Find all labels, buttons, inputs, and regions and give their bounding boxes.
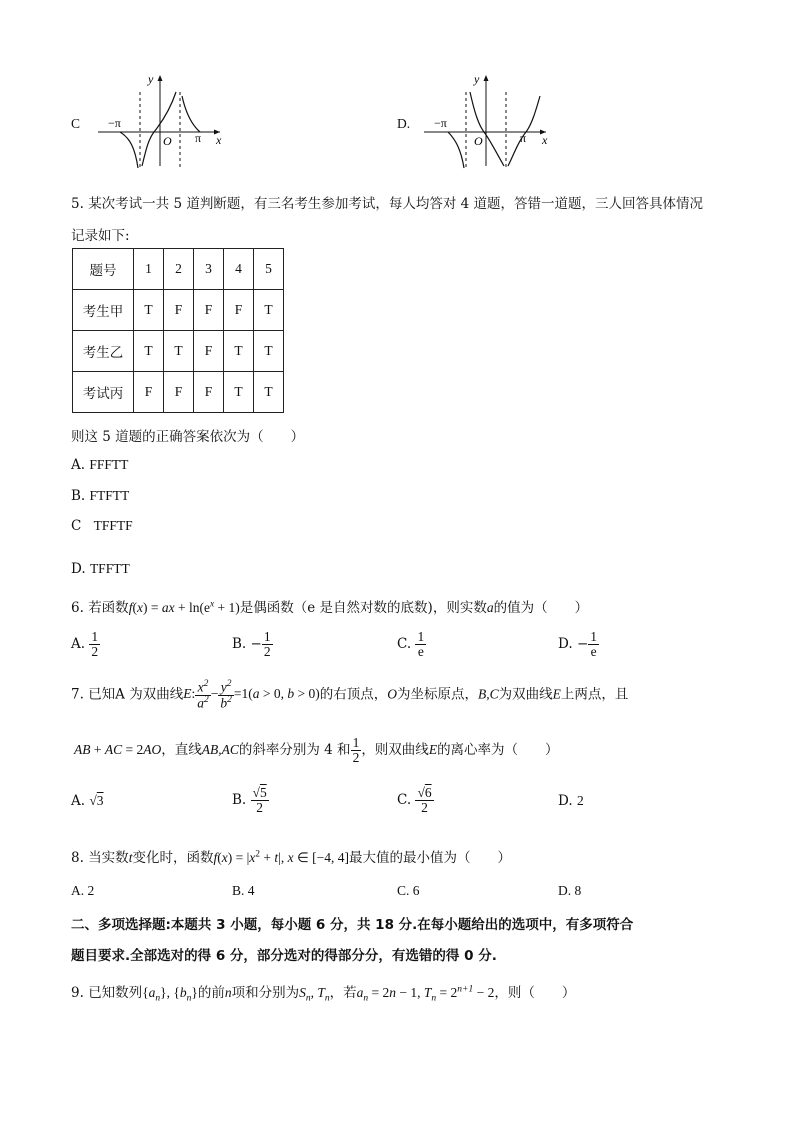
- table-cell: 题号: [73, 249, 134, 290]
- q7-line2-mid: ，直线: [161, 742, 202, 759]
- table-cell: T: [134, 290, 164, 331]
- denominator: e: [417, 644, 424, 660]
- q7-option-b: [232, 786, 269, 815]
- answer-table: [72, 248, 284, 413]
- pi-label: π: [195, 131, 202, 145]
- table-cell: 考生甲: [73, 290, 134, 331]
- option-label: D.: [558, 636, 573, 653]
- q9-mid2: 项和分别为: [231, 985, 300, 1001]
- table-cell: F: [164, 290, 194, 331]
- q7-var-e2: E: [428, 742, 438, 758]
- table-cell: 2: [164, 249, 194, 290]
- q7-var-e: E: [552, 686, 561, 702]
- q5-option-a: [71, 457, 128, 473]
- option-label: D.: [558, 793, 573, 809]
- q6-post: 的值为（ ）: [493, 600, 589, 616]
- q7-hyperbola-formula: E: $\frac{x^2}{a^2}$ − $\frac{y^2}{b^2}$ =1(a > 0, b > 0): [183, 679, 320, 711]
- option-label: A.: [71, 457, 86, 473]
- pi-label: π: [520, 131, 527, 145]
- section2-heading-line2: 题目要求.全部选对的得 6 分，部分选对的得部分分，有选错的得 0 分.: [71, 948, 497, 964]
- q7-stem-line2: [74, 736, 559, 765]
- option-label: B.: [71, 488, 86, 504]
- origin-label: O: [163, 134, 172, 148]
- q7-mid1: 的右顶点，: [319, 686, 388, 703]
- option-text: FFFTT: [89, 457, 129, 472]
- table-row: [73, 331, 284, 372]
- q9-var-n: n: [224, 985, 232, 1000]
- table-cell: F: [164, 372, 194, 413]
- q9-sums: $S_n$, $T_n$: [299, 985, 330, 1004]
- q7-var-bc: B,C: [477, 686, 499, 702]
- q5-text: 某次考试一共 5 道判断题，有三名考生参加考试，每人均答对 4 道题，答错一道题，三人回答具体情况: [88, 196, 704, 212]
- table-cell: T: [254, 331, 284, 372]
- x-axis-label: x: [542, 133, 548, 147]
- x-axis-label: x: [216, 133, 222, 147]
- curve-right: [182, 96, 200, 132]
- q7-option-a: [71, 793, 104, 809]
- origin-label: O: [474, 134, 483, 148]
- q8-option-b: [232, 883, 255, 899]
- option-label: D.: [71, 561, 86, 577]
- q9-mid: 的前: [197, 985, 225, 1001]
- option-label: A.: [71, 793, 86, 809]
- neg-pi-label: −π: [108, 116, 121, 130]
- q6-option-d: [558, 630, 599, 659]
- q6-var-a: a: [486, 600, 494, 615]
- option-label: C.: [397, 792, 412, 809]
- radicand: 5: [259, 785, 267, 800]
- y-axis-label: y: [474, 72, 480, 86]
- y-axis-arrow: [484, 75, 489, 81]
- neg-pi-label: −π: [434, 116, 447, 130]
- fraction-one-half: $\frac{1}{2}$: [352, 735, 360, 766]
- q7-line2-post: ，则双曲线: [361, 742, 429, 759]
- q8-option-d: [558, 883, 581, 899]
- q7-number: 7.: [71, 686, 84, 703]
- option-text: 6: [412, 883, 420, 898]
- q5-stem: [71, 192, 703, 212]
- table-cell: T: [164, 331, 194, 372]
- table-cell: F: [194, 331, 224, 372]
- table-cell: 5: [254, 249, 284, 290]
- q6-formula: f(x) = ax + $\ln(e^x + 1)$: [128, 599, 240, 615]
- table-row: [73, 372, 284, 413]
- table-cell: F: [134, 372, 164, 413]
- q9-pre: 已知数列: [88, 985, 143, 1001]
- option-text: 2: [87, 883, 95, 898]
- table-cell: F: [194, 372, 224, 413]
- q8-formula: $f(x) = |x^2 + t|$, x ∈ [−4, 4]: [213, 849, 349, 865]
- q7-vector-equation: AB + AC = 2AO: [74, 742, 162, 758]
- q5-number: 5.: [71, 196, 84, 212]
- option-label: C.: [397, 883, 410, 898]
- table-header-row: [73, 249, 284, 290]
- q9-post: ，则（ ）: [494, 985, 576, 1001]
- q7-mid2: 为坐标原点，: [396, 686, 478, 703]
- q9-mid3: ，若: [329, 985, 357, 1001]
- option-text: FTFTT: [89, 488, 130, 503]
- q6-mid: 是偶函数（e 是自然对数的底数)，则实数: [239, 600, 487, 616]
- q9-formula: $a_n = 2n - 1$, $T_n = 2^{n+1} - 2$: [356, 984, 495, 1004]
- q8-post: 最大值的最小值为（ ）: [349, 850, 511, 866]
- sign: −: [576, 636, 589, 653]
- q7-line2-end: 的离心率为（ ）: [437, 742, 559, 759]
- numerator: 1: [263, 629, 271, 644]
- denominator: 2: [256, 800, 263, 816]
- table-cell: T: [224, 331, 254, 372]
- curve-middle: [470, 92, 504, 166]
- curve-left: [120, 132, 138, 168]
- q7-mid3: 为双曲线: [498, 686, 553, 703]
- curve-middle: [142, 92, 176, 166]
- option-c-label: C: [71, 116, 81, 131]
- radicand: 3: [96, 793, 104, 808]
- option-label: B.: [232, 636, 247, 653]
- q6-option-b: [232, 630, 273, 659]
- table-cell: T: [254, 290, 284, 331]
- option-text: 2: [576, 793, 584, 808]
- sqrt-value: √3: [89, 793, 104, 808]
- table-cell: 考生乙: [73, 331, 134, 372]
- q6-number: 6.: [71, 600, 84, 616]
- q7-line2-mid2: 的斜率分别为 4 和: [238, 742, 351, 759]
- graph-c: [92, 70, 232, 170]
- q7-stem: [71, 680, 628, 710]
- numerator: √5: [252, 785, 267, 800]
- q9-stem: [71, 981, 575, 1004]
- q7-mid4: 上两点，且: [560, 686, 629, 703]
- sign: −: [250, 636, 262, 653]
- q9-number: 9.: [71, 985, 84, 1001]
- y-axis-arrow: [158, 75, 163, 81]
- option-text: 4: [247, 883, 255, 898]
- q5-option-c: [71, 518, 133, 534]
- option-label: D.: [558, 883, 572, 898]
- option-label: A.: [71, 636, 86, 653]
- table-row: [73, 290, 284, 331]
- q9-sequences: $\{a_n\}$, $\{b_n\}$: [142, 985, 198, 1004]
- q8-option-a: [71, 883, 94, 899]
- table-cell: T: [134, 331, 164, 372]
- option-label: B.: [232, 883, 245, 898]
- denominator: 2: [91, 644, 99, 660]
- q7-option-d: [558, 793, 584, 809]
- denominator: 2: [263, 644, 271, 660]
- table-cell: 考试丙: [73, 372, 134, 413]
- section2-heading-line1: 二、多项选择题:本题共 3 小题，每小题 6 分，共 18 分.在每小题给出的选项中，有多项符合: [71, 917, 634, 933]
- radicand: 6: [424, 785, 432, 800]
- table-cell: T: [224, 372, 254, 413]
- q6-option-c: [397, 630, 426, 659]
- denominator: 2: [421, 800, 428, 816]
- option-label: C.: [397, 636, 412, 653]
- table-cell: 4: [224, 249, 254, 290]
- q7-var-o: O: [387, 686, 397, 702]
- option-text: TFFTT: [89, 561, 130, 576]
- y-axis-label: y: [148, 72, 154, 86]
- q8-var-t: t: [128, 850, 133, 865]
- fraction: [262, 630, 273, 659]
- option-label: A.: [71, 883, 85, 898]
- numerator: 1: [417, 629, 425, 644]
- q5-stem-line2: 记录如下:: [71, 228, 130, 244]
- table-cell: T: [254, 372, 284, 413]
- q7-lines: AB,AC: [201, 742, 239, 758]
- q8-number: 8.: [71, 850, 84, 866]
- table-cell: F: [194, 290, 224, 331]
- fraction: [588, 630, 599, 659]
- option-d-label: D.: [397, 116, 411, 131]
- option-label: C: [71, 518, 82, 534]
- table-cell: 1: [134, 249, 164, 290]
- curve-left: [448, 132, 464, 168]
- fraction: [251, 786, 269, 815]
- table-cell: F: [224, 290, 254, 331]
- denominator: e: [590, 644, 597, 660]
- q8-pre: 当实数: [88, 850, 129, 866]
- q5-option-d: [71, 561, 130, 577]
- numerator: 1: [91, 629, 99, 644]
- q6-pre: 若函数: [88, 600, 129, 616]
- q5-option-b: [71, 488, 129, 504]
- q8-option-c: [397, 883, 420, 899]
- fraction: [89, 630, 100, 659]
- numerator: 1: [590, 629, 597, 644]
- fraction: [415, 630, 426, 659]
- q8-mid: 变化时，函数: [132, 850, 214, 866]
- fraction: [415, 786, 433, 815]
- q5-question: 则这 5 道题的正确答案依次为（ ）: [71, 429, 305, 445]
- q8-stem: [71, 846, 511, 866]
- option-text: 8: [574, 883, 582, 898]
- q6-option-a: [71, 630, 100, 659]
- option-label: B.: [232, 792, 247, 809]
- q7-option-c: [397, 786, 434, 815]
- table-cell: 3: [194, 249, 224, 290]
- q7-pre: 已知A 为双曲线: [88, 686, 184, 703]
- option-text: TFFTF: [93, 518, 133, 533]
- graph-d: [418, 70, 558, 170]
- q6-stem: [71, 596, 588, 616]
- numerator: √6: [417, 785, 432, 800]
